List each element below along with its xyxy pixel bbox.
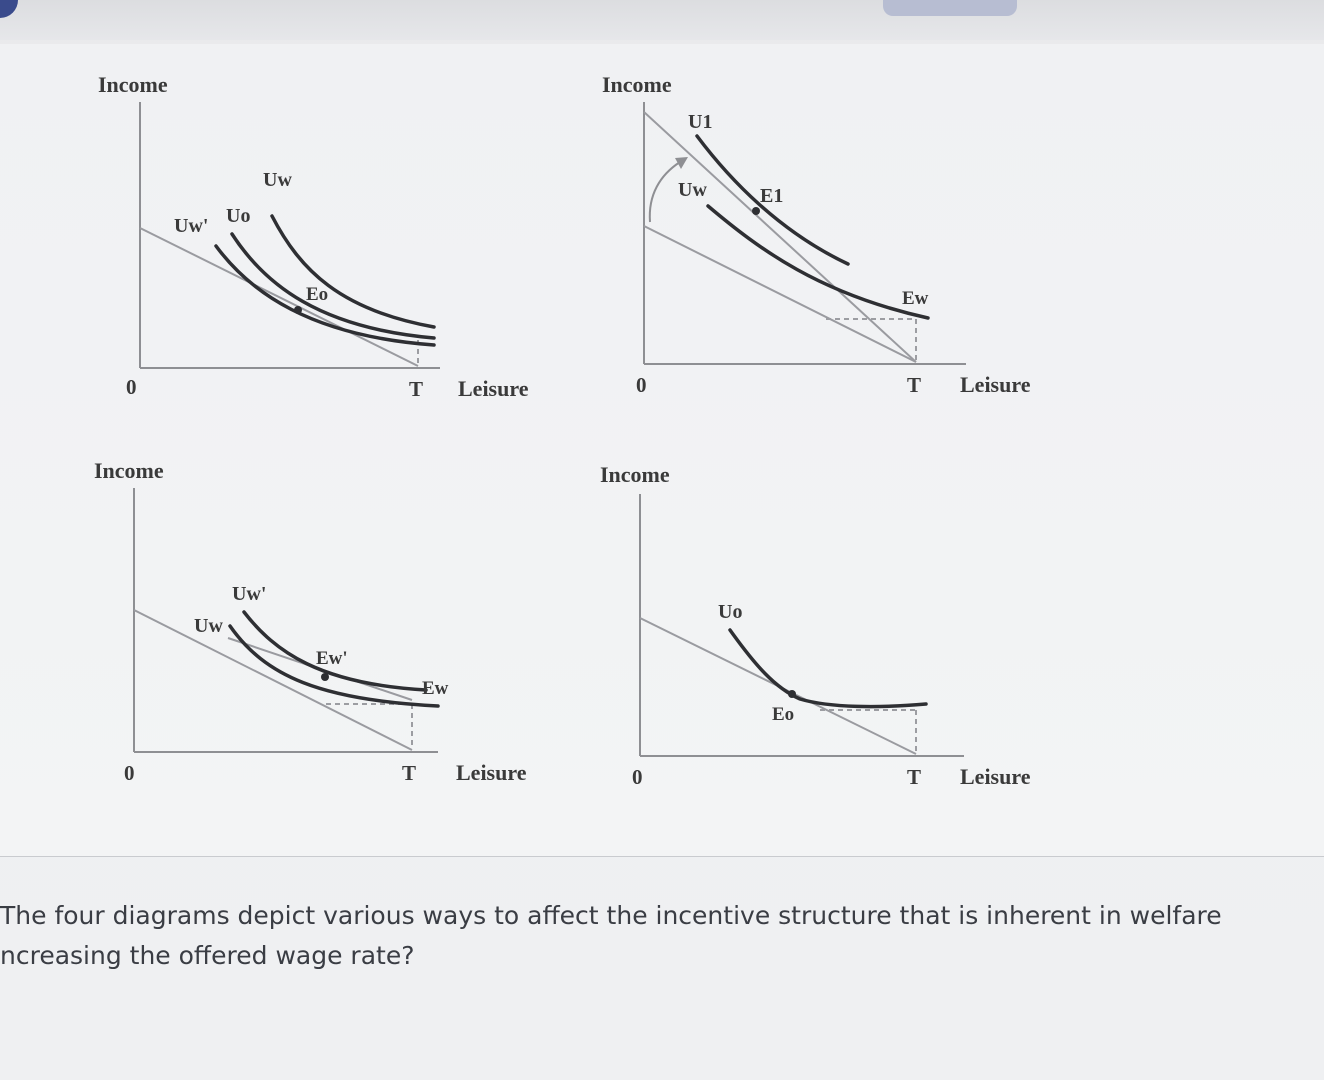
top-button[interactable] bbox=[883, 0, 1017, 16]
d3-label-uw: Uw bbox=[194, 615, 223, 637]
d2-budget-line-new bbox=[644, 112, 916, 362]
d1-x-axis-label: Leisure bbox=[458, 376, 529, 401]
d1-label-uw-prime: Uw' bbox=[174, 215, 209, 237]
d2-curve-uw bbox=[708, 206, 928, 318]
d2-y-axis-label: Income bbox=[602, 72, 672, 97]
d1-origin-label: 0 bbox=[126, 375, 137, 399]
diagram-2 bbox=[602, 72, 1031, 397]
d4-curve-uo bbox=[730, 630, 926, 707]
question-line-1: The four diagrams depict various ways to affect the incentive structure that is inherent in welfare bbox=[0, 901, 1222, 930]
d3-point-ew-prime bbox=[321, 673, 329, 681]
d2-origin-label: 0 bbox=[636, 373, 647, 397]
d1-point-eo bbox=[294, 306, 302, 314]
d3-y-axis-label: Income bbox=[94, 458, 164, 483]
d4-point-eo bbox=[788, 690, 796, 698]
top-strip bbox=[0, 0, 1324, 40]
d1-budget-line bbox=[140, 228, 418, 366]
d4-x-axis-label: Leisure bbox=[960, 764, 1031, 789]
d4-label-uo: Uo bbox=[718, 601, 743, 623]
d3-t-label: T bbox=[402, 761, 417, 785]
d3-label-ew: Ew bbox=[422, 678, 449, 699]
d3-budget-line bbox=[134, 610, 412, 750]
d4-origin-label: 0 bbox=[632, 765, 643, 789]
d1-t-label: T bbox=[409, 377, 424, 401]
question-line-2: ncreasing the offered wage rate? bbox=[0, 941, 415, 970]
d2-label-u1: U1 bbox=[688, 111, 713, 133]
d1-y-axis-label: Income bbox=[98, 72, 168, 97]
diagram-3 bbox=[94, 458, 527, 785]
d3-x-axis-label: Leisure bbox=[456, 760, 527, 785]
d1-label-uw: Uw bbox=[263, 169, 292, 191]
diagrams-figure bbox=[0, 44, 1324, 856]
d4-label-eo: Eo bbox=[772, 704, 795, 725]
d2-t-label: T bbox=[907, 373, 922, 397]
diagram-4 bbox=[600, 462, 1031, 789]
d2-x-axis-label: Leisure bbox=[960, 372, 1031, 397]
d1-curve-uo bbox=[232, 234, 434, 338]
d2-label-uw: Uw bbox=[678, 179, 707, 201]
diagram-panel bbox=[0, 44, 1324, 857]
d2-label-ew: Ew bbox=[902, 288, 929, 309]
d3-label-ew-prime: Ew' bbox=[316, 648, 348, 669]
d2-label-e1: E1 bbox=[760, 185, 784, 207]
d1-label-uo: Uo bbox=[226, 205, 251, 227]
d2-point-e1 bbox=[752, 207, 760, 215]
d2-budget-line-old bbox=[644, 226, 916, 362]
d3-label-uw-prime: Uw' bbox=[232, 583, 267, 605]
question-text bbox=[0, 896, 1324, 976]
d2-rotation-arrow bbox=[650, 162, 680, 222]
d1-label-eo: Eo bbox=[306, 284, 329, 305]
d4-y-axis-label: Income bbox=[600, 462, 670, 487]
d4-t-label: T bbox=[907, 765, 922, 789]
d3-origin-label: 0 bbox=[124, 761, 135, 785]
diagram-1 bbox=[98, 72, 529, 401]
